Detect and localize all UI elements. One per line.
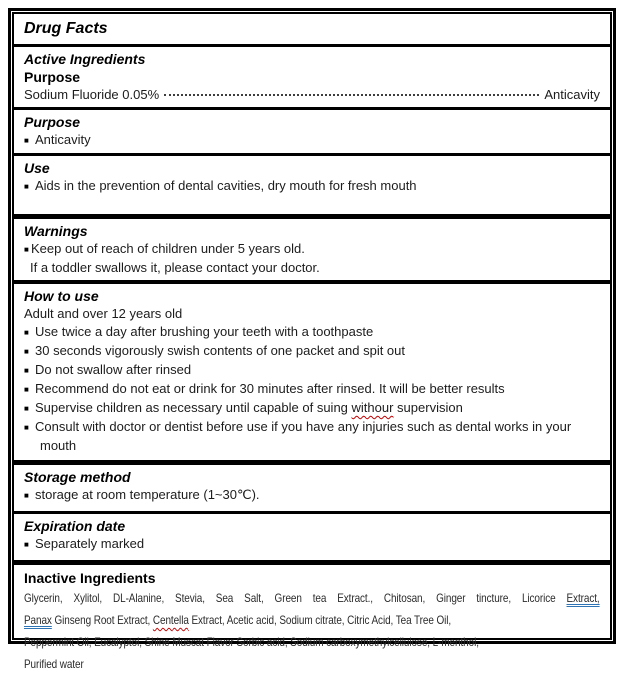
misspelled-word: withour bbox=[351, 400, 394, 415]
section-storage-method bbox=[14, 460, 610, 511]
section-purpose bbox=[14, 107, 610, 153]
bullet-icon: ■ bbox=[24, 491, 29, 500]
misspelled-word: Centella bbox=[152, 613, 189, 627]
bullet-icon: ■ bbox=[24, 347, 29, 356]
list-item-text: Aids in the prevention of dental cavities, dry mouth for fresh mouth bbox=[35, 178, 417, 193]
list-item-text: Do not swallow after rinsed bbox=[35, 362, 192, 377]
grammar-flagged-word: Panax bbox=[24, 613, 52, 627]
ingredients-line bbox=[24, 609, 600, 631]
inactive-ingredients-paragraph bbox=[24, 587, 600, 675]
bullet-icon: ■ bbox=[24, 182, 29, 191]
list-item bbox=[24, 535, 600, 554]
list-item bbox=[24, 361, 600, 380]
section-heading: Purpose bbox=[24, 114, 81, 130]
section-active-ingredients bbox=[14, 44, 610, 107]
ingredients-text: Glycerin, Xylitol, DL-Alanine, Stevia, Sea Salt, Green tea Extract., Chitosan, Ginger tincture, Licorice bbox=[24, 591, 567, 605]
list-item bbox=[24, 323, 600, 342]
title-row bbox=[14, 14, 610, 44]
bullet-icon: ■ bbox=[24, 366, 29, 375]
section-use bbox=[14, 153, 610, 214]
section-heading: Storage method bbox=[24, 469, 131, 485]
bullet-icon: ■ bbox=[24, 385, 29, 394]
list-item-text: Anticavity bbox=[35, 132, 91, 147]
list-item-text: Separately marked bbox=[35, 536, 145, 551]
ingredients-text: Ginseng Root Extract, bbox=[51, 613, 153, 627]
bullet-icon: ■ bbox=[24, 328, 29, 337]
list-item-text: supervision bbox=[393, 400, 463, 415]
ingredient-purpose: Anticavity bbox=[544, 87, 600, 102]
page-title: Drug Facts bbox=[24, 20, 108, 37]
ingredient-name: Sodium Fluoride 0.05% bbox=[24, 87, 160, 102]
section-heading: Use bbox=[24, 160, 50, 176]
list-item bbox=[24, 399, 600, 418]
section-how-to-use bbox=[14, 280, 610, 460]
ingredients-text: Extract, Acetic acid, Sodium citrate, Citric Acid, Tea Tree Oil, bbox=[188, 613, 452, 627]
section-heading: Warnings bbox=[24, 223, 88, 239]
section-expiration-date bbox=[14, 511, 610, 560]
bullet-icon: ■ bbox=[24, 404, 29, 413]
ingredients-line bbox=[24, 587, 600, 609]
ingredients-line: Purified water bbox=[24, 657, 84, 671]
list-item-text: Recommend do not eat or drink for 30 minutes after rinsed. It will be better results bbox=[35, 381, 505, 396]
list-item bbox=[24, 131, 600, 150]
list-item-text: storage at room temperature (1~30℃). bbox=[35, 487, 260, 502]
list-item-text: Supervise children as necessary until capable of suing bbox=[35, 400, 352, 415]
section-heading: How to use bbox=[24, 288, 99, 304]
section-warnings bbox=[14, 214, 610, 280]
dot-leader bbox=[164, 94, 539, 96]
list-item-text: Keep out of reach of children under 5 years old. bbox=[31, 241, 305, 256]
grammar-flagged-word: Extract, bbox=[566, 591, 600, 605]
bullet-icon: ■ bbox=[24, 540, 29, 549]
bullet-icon: ■ bbox=[24, 423, 29, 432]
list-item bbox=[24, 240, 600, 259]
warning-continuation: If a toddler swallows it, please contact your doctor. bbox=[30, 260, 320, 275]
bullet-icon: ■ bbox=[24, 245, 29, 254]
ingredient-line bbox=[24, 86, 600, 104]
outer-border-frame bbox=[8, 8, 616, 671]
list-item bbox=[24, 418, 600, 455]
list-item bbox=[24, 342, 600, 361]
list-item bbox=[24, 380, 600, 399]
section-heading: Active Ingredients bbox=[24, 51, 146, 67]
list-item-text: Consult with doctor or dentist before use if you have any injuries such as dental works in your mouth bbox=[35, 419, 572, 453]
how-to-use-intro: Adult and over 12 years old bbox=[24, 306, 183, 321]
section-heading: Expiration date bbox=[24, 518, 126, 534]
section-heading: Inactive Ingredients bbox=[24, 570, 156, 586]
list-item bbox=[24, 486, 600, 505]
purpose-subheading: Purpose bbox=[24, 69, 81, 85]
drug-facts-table bbox=[12, 12, 612, 671]
ingredients-line: Peppermint Oil, Eucalyptol, Shine Muscat Flavor Sorbic acid, Sodium carboxymethylcellulose, L-menthol, bbox=[24, 635, 479, 649]
section-inactive-ingredients bbox=[14, 560, 610, 678]
list-item-text: Use twice a day after brushing your teeth with a toothpaste bbox=[35, 324, 374, 339]
list-item bbox=[24, 177, 600, 196]
bullet-icon: ■ bbox=[24, 136, 29, 145]
list-item-text: 30 seconds vigorously swish contents of one packet and spit out bbox=[35, 343, 405, 358]
